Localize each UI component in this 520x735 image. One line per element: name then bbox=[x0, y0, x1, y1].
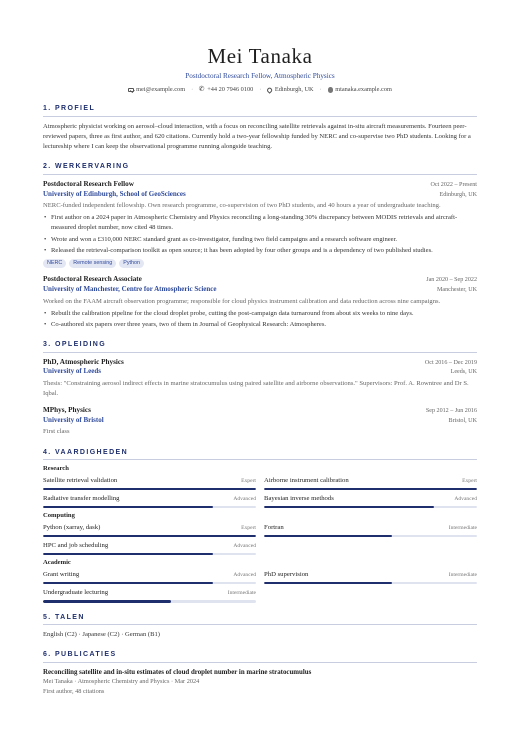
section-education bbox=[43, 340, 477, 437]
skill-level: Advanced bbox=[233, 496, 256, 503]
skill-level: Intermediate bbox=[448, 525, 477, 532]
candidate-headline: Postdoctoral Research Fellow, Atmospheric Physics bbox=[185, 72, 335, 81]
contact-phone-text: +44 20 7946 0100 bbox=[207, 85, 254, 93]
contact-line bbox=[43, 86, 477, 95]
skill-category: Research bbox=[43, 465, 69, 473]
skill-level: Advanced bbox=[233, 543, 256, 550]
skill-item bbox=[264, 570, 477, 584]
skill-bar-fill bbox=[264, 488, 477, 491]
skill-name: Grant writing bbox=[43, 571, 80, 579]
employer: University of Edinburgh, School of GeoSciences bbox=[43, 189, 186, 198]
skill-item bbox=[264, 494, 477, 508]
skill-name: Python (xarray, dask) bbox=[43, 524, 101, 532]
job-summary: Worked on the FAAM aircraft observation programme; responsible for cloud physics instrument calibration and data reduction across nine campaigns. bbox=[43, 297, 441, 305]
skill-item bbox=[43, 541, 256, 555]
education-entry bbox=[43, 406, 477, 437]
skill-bar bbox=[264, 535, 477, 538]
contact-separator: · bbox=[191, 85, 194, 93]
skill-level: Expert bbox=[241, 477, 256, 484]
skill-bar-fill bbox=[43, 535, 256, 538]
achievement-item: • Wrote and won a £310,000 NERC standard grant as co-investigator, funding two field campaigns and a research software engineer. bbox=[43, 235, 477, 245]
skill-category: Academic bbox=[43, 559, 71, 567]
achievement-list bbox=[43, 213, 477, 256]
contact-separator: · bbox=[259, 85, 262, 93]
institution: University of Bristol bbox=[43, 416, 104, 424]
job-dates: Oct 2022 – Present bbox=[430, 181, 477, 188]
section-title: 2. WERKERVARING bbox=[43, 162, 477, 174]
skill-category: Computing bbox=[43, 512, 75, 520]
achievement-item: • First author on a 2024 paper in Atmospheric Chemistry and Physics reconciling a long-standing 30% discrepancy between MODIS retrievals and aircraft-measured droplet number, now cited 48 times. bbox=[43, 213, 477, 233]
skill-bar bbox=[43, 488, 256, 491]
education-entry bbox=[43, 358, 477, 400]
mail-icon bbox=[128, 88, 134, 93]
skill-level: Intermediate bbox=[227, 590, 256, 597]
skill-name: Fortran bbox=[264, 524, 284, 532]
employer: University of Manchester, Centre for Atmospheric Science bbox=[43, 285, 217, 294]
publication-meta: Mei Tanaka · Atmospheric Chemistry and Physics · Mar 2024 bbox=[43, 678, 200, 686]
degree-summary: First class bbox=[43, 428, 70, 436]
skill-tag: NERC bbox=[43, 259, 66, 268]
contact-phone[interactable] bbox=[199, 86, 253, 95]
languages-text: English (C2) · Japanese (C2) · German (B1) bbox=[43, 631, 161, 639]
section-profile bbox=[43, 104, 477, 152]
skill-bar-fill bbox=[264, 506, 434, 509]
skill-level: Advanced bbox=[233, 572, 256, 579]
degree-summary: Thesis: "Constraining aerosol indirect effects in marine stratocumulus using paired satellite and airborne observations." Supervisors: Prof. A. Rowntree and Dr S. Iqbal. bbox=[43, 379, 469, 398]
skill-name: Satellite retrieval validation bbox=[43, 476, 118, 484]
section-experience bbox=[43, 162, 477, 330]
phone-icon bbox=[199, 87, 205, 93]
skill-bar-fill bbox=[43, 600, 171, 603]
experience-entry bbox=[43, 275, 477, 330]
skill-bar bbox=[43, 582, 256, 585]
skill-bar-fill bbox=[43, 582, 213, 585]
skill-name: Undergraduate lecturing bbox=[43, 589, 109, 597]
skill-level: Intermediate bbox=[448, 572, 477, 579]
publication-title: Reconciling satellite and in-situ estimates of cloud droplet number in marine stratocumulus bbox=[43, 668, 312, 676]
skill-item bbox=[43, 494, 256, 508]
contact-location-text: Edinburgh, UK bbox=[274, 85, 314, 93]
publication-entry bbox=[43, 668, 477, 696]
resume-header bbox=[43, 44, 477, 94]
skill-bar bbox=[43, 553, 256, 556]
skill-item bbox=[264, 476, 477, 490]
skill-name: HPC and job scheduling bbox=[43, 542, 109, 550]
skill-name: Bayesian inverse methods bbox=[264, 495, 334, 503]
contact-location bbox=[267, 86, 313, 95]
location-icon bbox=[266, 87, 272, 93]
skill-bar bbox=[264, 488, 477, 491]
skill-tag: Remote sensing bbox=[69, 259, 116, 268]
job-summary: NERC-funded independent fellowship. Own research programme, co-supervision of two PhD students, and 40 hours a year of undergraduate teaching. bbox=[43, 202, 441, 210]
job-location: Edinburgh, UK bbox=[439, 191, 477, 198]
skill-grid bbox=[43, 476, 477, 508]
skill-bar bbox=[43, 535, 256, 538]
section-title: 1. PROFIEL bbox=[43, 104, 477, 116]
contact-website-text: mtanaka.example.com bbox=[335, 85, 392, 93]
job-location: Manchester, UK bbox=[436, 287, 477, 294]
achievement-item: • Rebuilt the calibration pipeline for the cloud droplet probe, cutting the post-campaign data turnaround from about six weeks to nine days. bbox=[43, 309, 477, 319]
job-title: Postdoctoral Research Associate bbox=[43, 275, 142, 284]
job-dates: Jan 2020 – Sep 2022 bbox=[426, 277, 477, 284]
institution: University of Leeds bbox=[43, 367, 101, 376]
contact-separator: · bbox=[319, 85, 322, 93]
section-title: 3. OPLEIDING bbox=[43, 340, 477, 352]
skill-item bbox=[43, 476, 256, 490]
skill-item bbox=[43, 588, 256, 602]
section-publications bbox=[43, 650, 477, 696]
skill-bar bbox=[43, 506, 256, 509]
publication-note: First author, 48 citations bbox=[43, 687, 105, 695]
candidate-name: Mei Tanaka bbox=[207, 44, 313, 68]
skill-name: PhD supervision bbox=[264, 571, 309, 579]
achievement-item: • Released the retrieval-comparison toolkit as open source; it has been adopted by four other groups and is a dependency of two published studies. bbox=[43, 246, 477, 256]
section-title: 5. TALEN bbox=[43, 613, 477, 625]
skill-bar bbox=[43, 600, 256, 603]
globe-icon bbox=[328, 87, 334, 93]
degree-title: PhD, Atmospheric Physics bbox=[43, 357, 124, 366]
section-title: 4. VAARDIGHEDEN bbox=[43, 448, 477, 460]
skill-bar bbox=[264, 506, 477, 509]
job-title: Postdoctoral Research Fellow bbox=[43, 179, 134, 188]
skill-item bbox=[264, 523, 477, 537]
tag-list bbox=[43, 259, 477, 268]
contact-email[interactable] bbox=[128, 86, 185, 95]
section-languages bbox=[43, 613, 477, 641]
skill-bar-fill bbox=[264, 535, 392, 538]
section-skills bbox=[43, 448, 477, 603]
skill-name: Radiative transfer modelling bbox=[43, 495, 120, 503]
institution-location: Bristol, UK bbox=[448, 418, 477, 424]
skill-name: Airborne instrument calibration bbox=[264, 476, 349, 484]
degree-dates: Sep 2012 – Jun 2016 bbox=[425, 408, 477, 415]
skill-item bbox=[43, 570, 256, 584]
skill-tag: Python bbox=[119, 259, 144, 268]
skill-bar bbox=[264, 582, 477, 585]
skill-bar-fill bbox=[43, 506, 213, 509]
skill-bar-fill bbox=[43, 488, 256, 491]
skill-item bbox=[43, 523, 256, 537]
experience-entry bbox=[43, 180, 477, 269]
contact-website[interactable] bbox=[328, 86, 392, 95]
section-title: 6. PUBLICATIES bbox=[43, 650, 477, 662]
skill-level: Advanced bbox=[454, 496, 477, 503]
skills-body bbox=[43, 465, 477, 603]
contact-email-text: mei@example.com bbox=[136, 85, 186, 93]
skill-grid bbox=[43, 523, 477, 555]
degree-dates: Oct 2016 – Dec 2019 bbox=[424, 359, 477, 366]
achievement-list bbox=[43, 309, 477, 330]
skill-level: Expert bbox=[241, 525, 256, 532]
profile-text: Atmospheric physicist working on aerosol–cloud interaction, with a focus on reconciling satellite retrievals against in-situ aircraft measurements. Fourteen peer-reviewed papers, three as first author, and 620 citations. Currently hold a two-year fellowship funded by NERC and co-supervise two PhD students. Looking for a lectureship where I can keep the observational programme running alongside teaching. bbox=[43, 122, 471, 151]
degree-title: MPhys, Physics bbox=[43, 406, 91, 415]
institution-location: Leeds, UK bbox=[450, 369, 477, 376]
achievement-item: • Co-authored six papers over three years, two of them in Journal of Geophysical Research: Atmospheres. bbox=[43, 320, 477, 330]
skill-bar-fill bbox=[43, 553, 213, 556]
skill-grid bbox=[43, 570, 477, 602]
skill-bar-fill bbox=[264, 582, 392, 585]
skill-level: Expert bbox=[462, 477, 477, 484]
